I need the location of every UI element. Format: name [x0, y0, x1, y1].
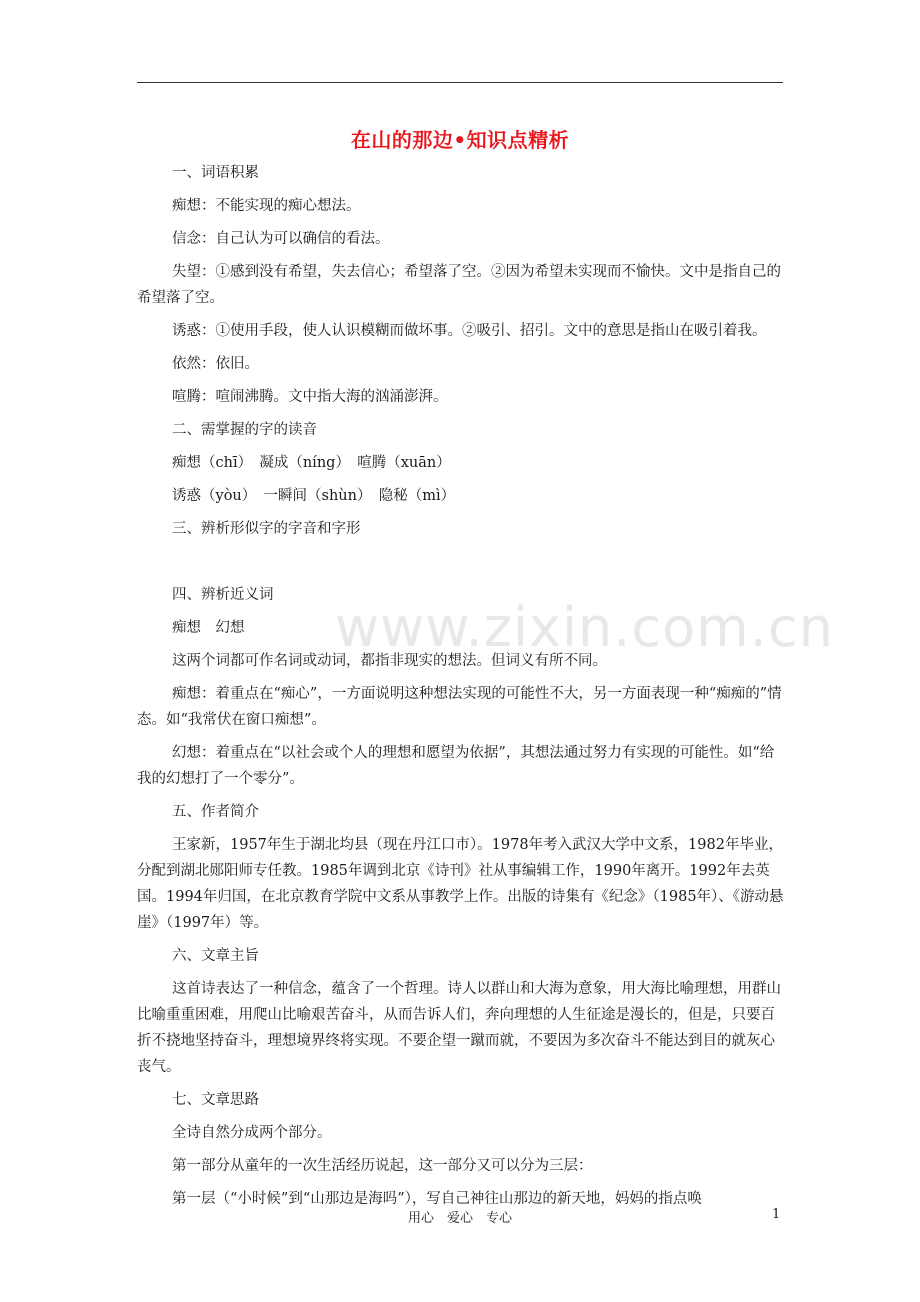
paragraph: 二、需掌握的字的读音 — [172, 422, 317, 438]
page-number: 1 — [772, 1207, 781, 1222]
paragraph: 全诗自然分成两个部分。 — [172, 1125, 332, 1141]
paragraph: 痴想：不能实现的痴心想法。 — [172, 198, 361, 214]
paragraph: 第一部分从童年的一次生活经历说起，这一部分又可以分为三层： — [172, 1158, 593, 1174]
document-body — [137, 160, 784, 1212]
document-title: 在山的那边•知识点精析 — [350, 128, 570, 152]
paragraph: 六、文章主旨 — [172, 948, 259, 964]
watermark: www.zixin.com.cn — [335, 596, 834, 659]
header-rule — [137, 82, 783, 83]
paragraph: 诱惑：①使用手段，使人认识模糊而做坏事。②吸引、招引。文中的意思是指山在吸引着我。 — [172, 323, 767, 339]
paragraph: 王家新，1957年生于湖北均县（现在丹江口市）。1978年考入武汉大学中文系，1982年毕业，分配到湖北郧阳师专任教。1985年调到北京《诗刊》社从事编辑工作，1990年离开。1992年去英国。1994年归国，在北京教育学院中文系从事教学上作。出版的诗集有《纪念》（1985年）、《游动悬崖》（1997年）等。 — [137, 837, 784, 931]
paragraph: 七、文章思路 — [172, 1092, 259, 1108]
paragraph: 痴想（chī） 凝成（níng） 喧腾（xuān） — [172, 455, 451, 471]
paragraph: 第一层（“小时候”到“山那边是海吗”），写自己神往山那边的新天地，妈妈的指点唤 — [172, 1191, 702, 1207]
footer-motto: 用心 爱心 专心 — [407, 1211, 512, 1226]
paragraph: 这两个词都可作名词或动词，都指非现实的想法。但词义有所不同。 — [172, 653, 607, 669]
paragraph: 喧腾：喧闹沸腾。文中指大海的汹涌澎湃。 — [172, 389, 448, 405]
paragraph: 幻想：着重点在“以社会或个人的理想和愿望为依据”，其想法通过努力有实现的可能性。如“给我的幻想打了一个零分”。 — [137, 745, 775, 787]
paragraph: 三、辨析形似字的字音和字形 — [172, 521, 361, 537]
paragraph: 失望：①感到没有希望，失去信心；希望落了空。②因为希望未实现而不愉快。文中是指自己的希望落了空。 — [137, 264, 781, 306]
paragraph: 痴想 幻想 — [172, 620, 245, 636]
paragraph: 信念：自己认为可以确信的看法。 — [172, 231, 390, 247]
paragraph: 一、词语积累 — [172, 165, 259, 181]
paragraph: 依然：依旧。 — [172, 356, 259, 372]
paragraph: 五、作者简介 — [172, 804, 259, 820]
paragraph: 这首诗表达了一种信念，蕴含了一个哲理。诗人以群山和大海为意象，用大海比喻理想，用群山比喻重重困难，用爬山比喻艰苦奋斗，从而告诉人们，奔向理想的人生征途是漫长的，但是，只要百折不挠地坚持奋斗，理想境界终将实现。不要企望一蹴而就，不要因为多次奋斗不能达到目的就灰心丧气。 — [137, 981, 781, 1075]
paragraph: 痴想：着重点在“痴心”，一方面说明这种想法实现的可能性不大，另一方面表现一种“痴痴的”情态。如“我常伏在窗口痴想”。 — [137, 686, 782, 728]
paragraph: 诱惑（yòu） 一瞬间（shùn） 隐秘（mì） — [172, 488, 456, 504]
paragraph: 四、辨析近义词 — [172, 587, 274, 603]
